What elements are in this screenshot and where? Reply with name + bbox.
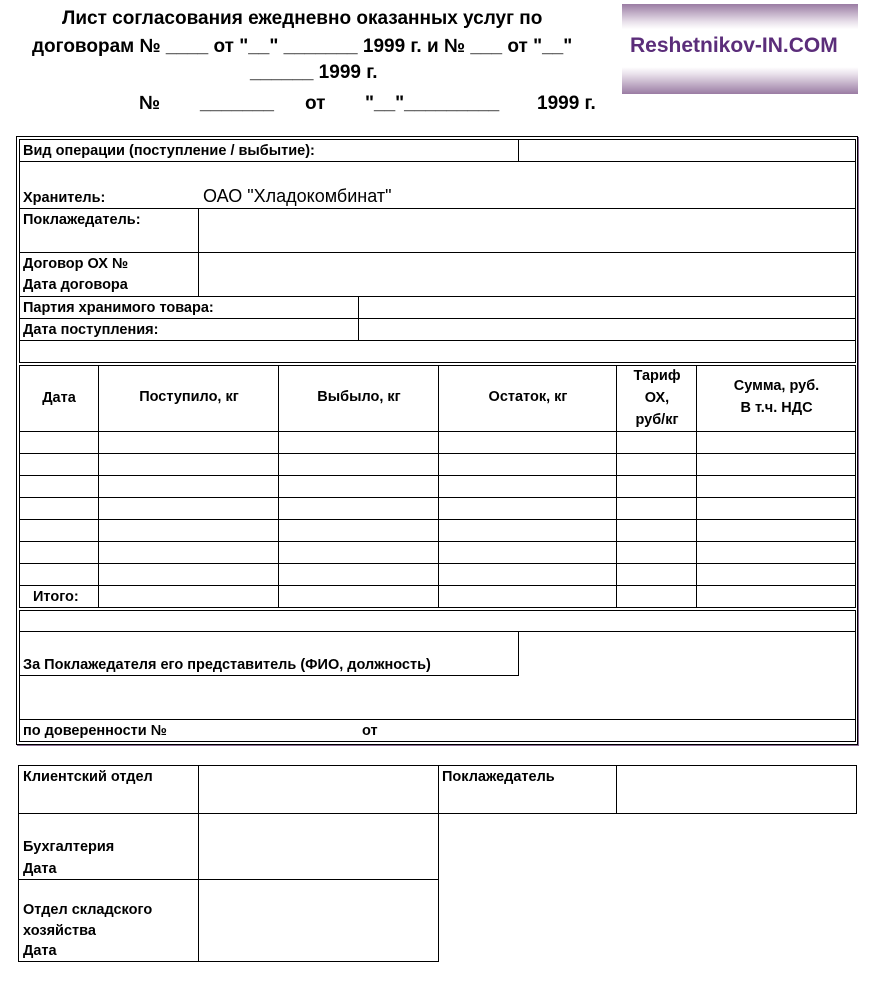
table-border-line <box>18 765 19 961</box>
client-dept-signature-field[interactable] <box>200 767 437 812</box>
warehouse-date-label: Дата <box>23 943 57 959</box>
batch-label: Партия хранимого товара: <box>23 300 214 316</box>
table-border-line <box>19 631 856 632</box>
col-header-tariff-1: Тариф <box>633 368 681 384</box>
table-border-line <box>19 362 856 363</box>
col-header-sum-2: В т.ч. НДС <box>740 400 813 416</box>
col-header-date: Дата <box>42 390 76 406</box>
form-title-from: от <box>305 93 326 114</box>
accounting-signature-field[interactable] <box>200 815 437 878</box>
table-border-line <box>198 208 199 296</box>
table-border-line <box>855 610 856 741</box>
table-border-line <box>19 340 856 341</box>
table-border-line <box>19 719 856 720</box>
col-header-balance: Остаток, кг <box>488 389 568 405</box>
table-border-line <box>19 607 856 608</box>
depositor-field[interactable] <box>200 210 854 251</box>
table-border-line <box>98 585 99 607</box>
contract-field[interactable] <box>200 254 854 295</box>
table-border-line <box>19 741 856 742</box>
power-of-attorney-label: по доверенности № <box>23 723 167 739</box>
table-border-line <box>855 139 856 363</box>
batch-field[interactable] <box>360 298 854 317</box>
table-border-line <box>518 139 519 161</box>
table-border-line <box>19 139 20 363</box>
table-border-line <box>19 161 856 162</box>
contract-number-label: Договор ОХ № <box>23 256 129 272</box>
depositor-label: Поклажедатель: <box>23 212 141 228</box>
col-header-tariff-2: ОХ, <box>644 390 670 406</box>
table-border-line <box>19 252 856 253</box>
representative-label: За Поклажедателя его представитель (ФИО, должность) <box>23 657 431 673</box>
keeper-label: Хранитель: <box>23 190 106 206</box>
table-border-line <box>19 296 856 297</box>
depositor-approval-label: Поклажедатель <box>442 769 555 785</box>
accounting-date-label: Дата <box>23 861 57 877</box>
table-border-line <box>358 296 359 340</box>
form-title-number-blank: _______ <box>200 93 274 114</box>
col-header-received: Поступило, кг <box>139 389 239 405</box>
col-header-sum-1: Сумма, руб. <box>733 378 820 394</box>
table-border-line <box>518 631 519 675</box>
keeper-value: ОАО "Хладокомбинат" <box>203 186 392 206</box>
table-border-line <box>198 765 199 961</box>
table-border-line <box>438 765 439 961</box>
table-border-line <box>19 675 519 676</box>
warehouse-signature-field[interactable] <box>200 881 437 960</box>
depositor-signature-field[interactable] <box>618 767 855 812</box>
warehouse-dept-label-2: хозяйства <box>23 923 96 939</box>
table-border-line <box>19 208 856 209</box>
table-border-line <box>856 765 857 813</box>
form-title-line3: ______ 1999 г. <box>250 62 378 83</box>
warehouse-dept-label-1: Отдел складского <box>23 902 153 918</box>
table-border-line <box>18 879 439 880</box>
client-dept-label: Клиентский отдел <box>23 769 153 785</box>
table-border-line <box>18 961 439 962</box>
power-of-attorney-date-label: от <box>362 723 378 739</box>
site-logo-text: Reshetnikov-IN.COM <box>630 34 838 57</box>
table-border-line <box>19 139 856 140</box>
operation-type-label: Вид операции (поступление / выбытие): <box>23 143 315 159</box>
total-label: Итого: <box>33 589 79 605</box>
arrival-date-field[interactable] <box>360 320 854 339</box>
arrival-date-label: Дата поступления: <box>23 322 159 338</box>
operation-type-field[interactable] <box>520 141 854 160</box>
table-border-line <box>19 610 20 741</box>
accounting-label: Бухгалтерия <box>23 839 115 855</box>
col-header-tariff-3: руб/кг <box>635 412 679 428</box>
contract-date-label: Дата договора <box>23 277 128 293</box>
form-title-number-sign: № <box>139 93 161 114</box>
table-border-line <box>616 765 617 813</box>
representative-field[interactable] <box>520 633 854 718</box>
site-logo <box>622 4 858 94</box>
form-title-year: 1999 г. <box>537 93 596 114</box>
form-title-line2: договорам № ____ от "__" _______ 1999 г. и № ___ от "__" <box>32 36 573 57</box>
table-border-line <box>19 610 856 611</box>
form-title-line1: Лист согласования ежедневно оказанных услуг по <box>62 8 543 29</box>
col-header-disposed: Выбыло, кг <box>317 389 401 405</box>
table-border-line <box>19 318 856 319</box>
form-title-date-blank: "__"_________ <box>365 93 500 114</box>
